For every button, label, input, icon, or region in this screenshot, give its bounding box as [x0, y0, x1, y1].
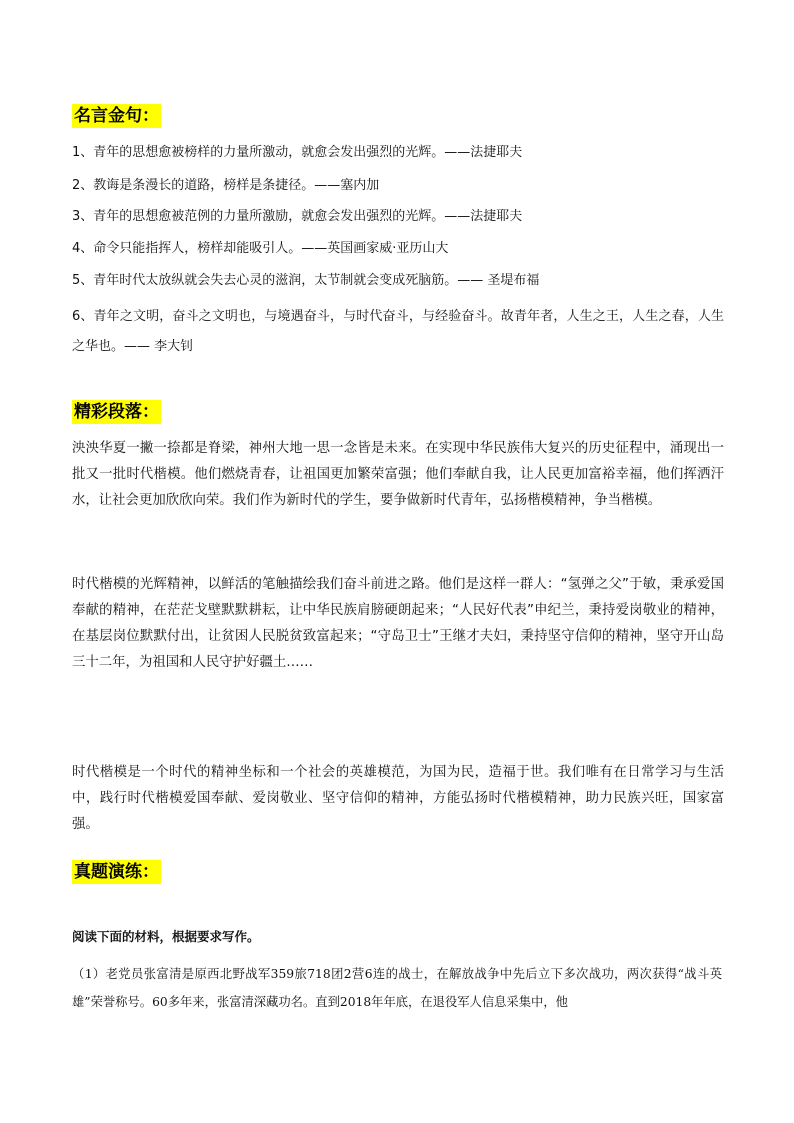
quote-item: 2、教诲是条漫长的道路，榜样是条捷径。——塞内加 [72, 178, 380, 193]
quotes-heading: 名言金句： [74, 106, 159, 126]
exam-heading: 真题演练： [74, 862, 159, 882]
quote-item: 6、青年之文明，奋斗之文明也，与境遇奋斗，与时代奋斗，与经验奋斗。故青年者，人生之王，人生之春，人生之华也。—— 李大钊 [72, 309, 724, 354]
quote-item: 5、青年时代太放纵就会失去心灵的滋润，太节制就会变成死脑筋。—— 圣堤布福 [72, 273, 540, 288]
paragraph: 时代楷模的光辉精神，以鲜活的笔触描绘我们奋斗前进之路。他们是这样一群人：“氢弹之父”于敏，秉承爱国奉献的精神，在茫茫戈壁默默耕耘，让中华民族肩膀硬朗起来；“人民好代表”申纪兰，秉持爱岗敬业的精神，在基层岗位默默付出，让贫困人民脱贫致富起来；“守岛卫士”王继才夫妇，秉持坚守信仰的精神，坚守开山岛三十二年，为祖国和人民守护好疆土…… [72, 577, 724, 670]
quote-item: 1、青年的思想愈被榜样的力量所激动，就愈会发出强烈的光辉。——法捷耶夫 [72, 145, 523, 160]
quote-item: 4、命令只能指挥人，榜样却能吸引人。——英国画家威·亚历山大 [72, 241, 449, 256]
paragraph: 时代楷模是一个时代的精神坐标和一个社会的英雄模范，为国为民，造福于世。我们唯有在日常学习与生活中，践行时代楷模爱国奉献、爱岗敬业、坚守信仰的精神，方能弘扬时代楷模精神，助力民族兴旺，国家富强。 [72, 765, 724, 832]
paragraphs-heading: 精彩段落： [74, 402, 159, 422]
paragraph: 泱泱华夏一撇一捺都是脊梁，神州大地一思一念皆是未来。在实现中华民族伟大复兴的历史征程中，涌现出一批又一批时代楷模。他们燃烧青春，让祖国更加繁荣富强；他们奉献自我，让人民更加富裕幸福，他们挥洒汗水，让社会更加欣欣向荣。我们作为新时代的学生，要争做新时代青年，弘扬楷模精神，争当楷模。 [72, 441, 724, 508]
exam-material: （1）老党员张富清是原西北野战军359旅718团2营6连的战士，在解放战争中先后立下多次战功，两次获得“战斗英雄”荣誉称号。60多年来，张富清深藏功名。直到2018年年底，在退役军人信息采集中，他 [72, 967, 722, 1009]
quote-item: 3、青年的思想愈被范例的力量所激励，就愈会发出强烈的光辉。——法捷耶夫 [72, 209, 523, 224]
exam-instruction: 阅读下面的材料，根据要求写作。 [72, 929, 260, 944]
